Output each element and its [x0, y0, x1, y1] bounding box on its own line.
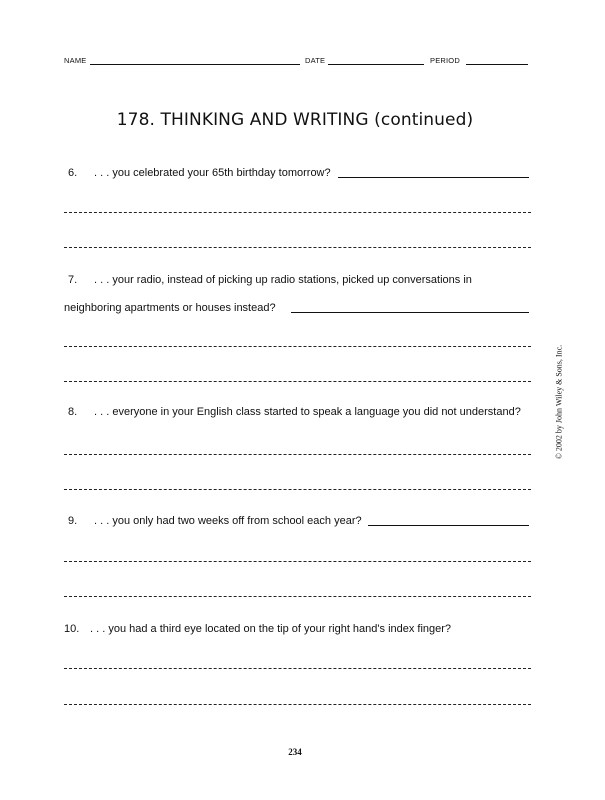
question-text: . . . you only had two weeks off from school each year? [94, 515, 362, 527]
answer-line[interactable] [64, 561, 531, 562]
question-number: 7. [68, 274, 78, 286]
question-8 [64, 406, 521, 419]
question-6 [64, 167, 331, 180]
question-text: . . . everyone in your English class started to speak a language you did not understand? [94, 406, 521, 418]
period-field[interactable] [466, 64, 528, 65]
question-number: 10. [64, 623, 80, 635]
question-text: . . . you had a third eye located on the tip of your right hand's index finger? [90, 623, 452, 635]
copyright-notice: © 2002 by John Wiley & Sons, Inc. [554, 344, 564, 460]
name-field[interactable] [90, 64, 300, 65]
date-label: DATE [305, 56, 326, 65]
answer-line-9-inline[interactable] [368, 525, 529, 526]
answer-line[interactable] [64, 381, 531, 382]
page-title: 178. THINKING AND WRITING (continued) [116, 110, 474, 130]
answer-line[interactable] [64, 212, 531, 213]
question-9 [64, 515, 362, 528]
answer-line-6-inline[interactable] [338, 177, 529, 178]
question-7 [64, 274, 472, 287]
question-7-line2: neighboring apartments or houses instead? [64, 302, 276, 314]
answer-line[interactable] [64, 704, 531, 705]
question-number: 6. [68, 167, 78, 179]
answer-line[interactable] [64, 596, 531, 597]
period-label: PERIOD [430, 56, 460, 65]
answer-line-7-inline[interactable] [291, 312, 529, 313]
answer-line[interactable] [64, 489, 531, 490]
question-text: . . . you celebrated your 65th birthday tomorrow? [94, 167, 331, 179]
question-number: 8. [68, 406, 78, 418]
answer-line[interactable] [64, 668, 531, 669]
question-text: . . . your radio, instead of picking up radio stations, picked up conversations in [94, 274, 472, 286]
page-number: 234 [288, 747, 302, 757]
answer-line[interactable] [64, 247, 531, 248]
question-number: 9. [68, 515, 78, 527]
name-label: NAME [64, 56, 87, 65]
answer-line[interactable] [64, 346, 531, 347]
answer-line[interactable] [64, 454, 531, 455]
date-field[interactable] [328, 64, 424, 65]
question-10 [64, 623, 451, 636]
